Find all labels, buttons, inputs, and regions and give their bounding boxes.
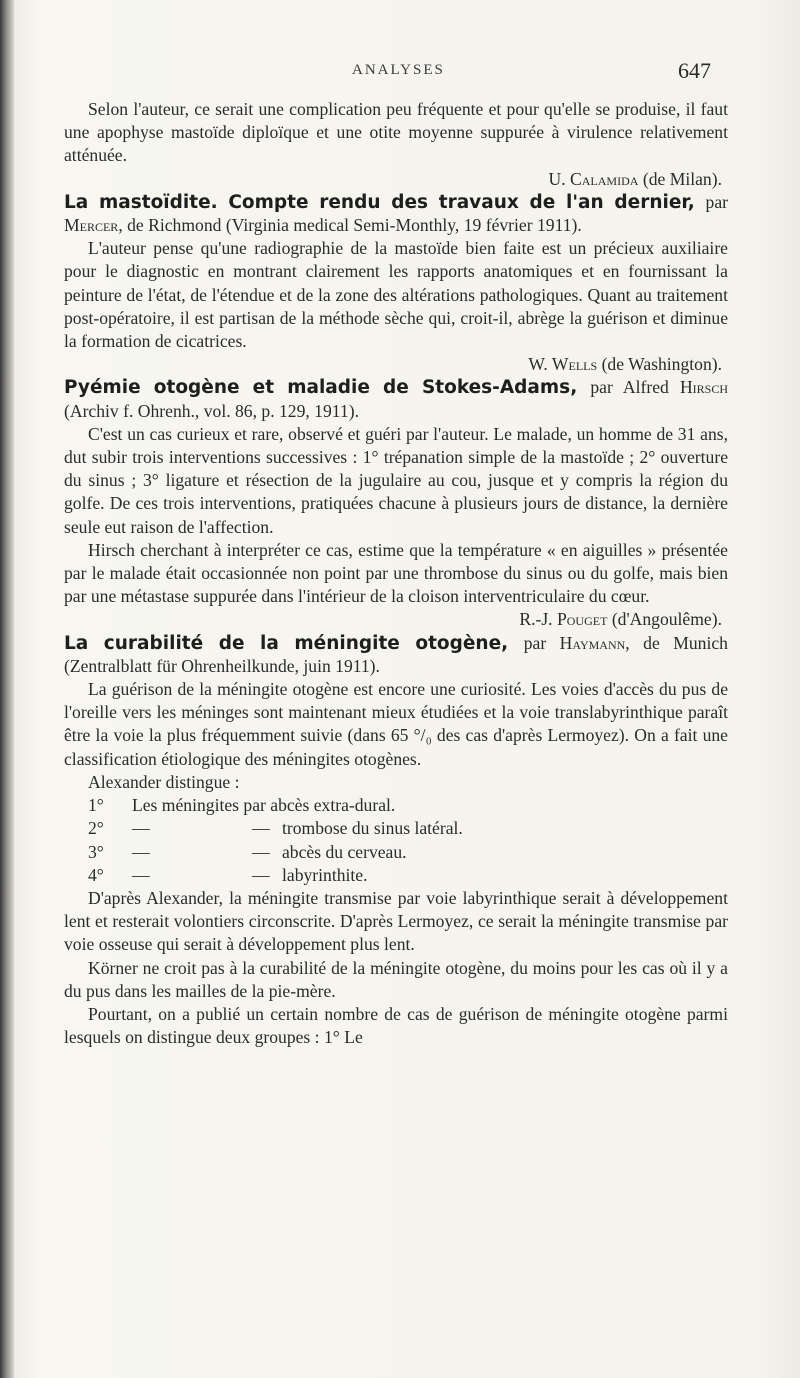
article-reference: , de Richmond (Virginia medical Semi-Monthly, 19 février 1911). bbox=[118, 215, 582, 236]
classification-list bbox=[64, 794, 728, 887]
paragraph: Alexander distingue : bbox=[88, 771, 240, 792]
list-item bbox=[64, 841, 728, 864]
page-header bbox=[0, 58, 800, 88]
signature bbox=[64, 608, 728, 631]
list-text: Les méningites par abcès extra-dural. bbox=[132, 795, 396, 816]
list-item bbox=[64, 864, 728, 887]
paragraph: La guérison de la méningite otogène est encore une curiosité. Les voies d'accès du pus de l'oreille vers les méninges sont maintenant mieux étudiées et la voie translabyrinthique paraît être la voie la plus fréquemment suivie (dans 65 °/₀ des cas d'après Lermoyez). On a fait une classification étiologique des méningites otogènes. bbox=[64, 679, 728, 769]
paragraph: C'est un cas curieux et rare, observé et guéri par l'auteur. Le malade, un homme de 31 ans, dut subir trois interventions successives : 1° trépanation simple de la mastoïde ; 2° ouverture du sinus ; 3° ligature et résection de la jugulaire au cou, jusque et y compris la région du golfe. De ces trois interventions, pratiquées chacune à plusieurs jours de distance, la dernière seule eut raison de l'affection. bbox=[64, 423, 728, 537]
list-text: labyrinthite. bbox=[282, 864, 368, 885]
article-author: Mercer bbox=[64, 215, 119, 236]
ditto-dash: — bbox=[132, 864, 150, 885]
article-title: La mastoïdite. Compte rendu des travaux de l'an dernier, bbox=[64, 191, 695, 213]
paragraph: D'après Alexander, la méningite transmise par voie labyrinthique serait à développement lent et resterait volontiers circonscrite. D'après Lermoyez, ce serait la méningite transmise par voie osseuse qui serait à développement plus lent. bbox=[64, 887, 728, 955]
article-by: par bbox=[705, 191, 728, 212]
signature-place: (de Washington). bbox=[601, 354, 722, 375]
signature-name: U. Calamida bbox=[548, 168, 639, 189]
paragraph: Hirsch cherchant à interpréter ce cas, estime que la température « en aiguilles » présentée par le malade était occasionnée non point par une thrombose du sinus ou du golfe, mais bien par une métastase suppurée dans l'intérieur de la cloison interventriculaire du cœur. bbox=[64, 539, 728, 607]
article-reference: (Archiv f. Ohrenh., vol. 86, p. 129, 1911). bbox=[64, 400, 359, 421]
paragraph: Pourtant, on a publié un certain nombre de cas de guérison de méningite otogène parmi lesquels on distingue deux groupes : 1° Le bbox=[64, 1003, 728, 1048]
ditto-dash: — bbox=[132, 818, 150, 839]
paragraph: L'auteur pense qu'une radiographie de la mastoïde bien faite est un précieux auxiliaire pour le diagnostic en montrant clairement les rapports anatomiques et en fournissant la peinture de l'état, de l'étendue et de la zone des altérations pathologiques. Quant au traitement post-opératoire, il est partisan de la méthode sèche qui, croit-il, abrège la guérison et diminue la formation de cicatrices. bbox=[64, 238, 728, 352]
article-by: par Alfred bbox=[590, 377, 669, 398]
article-heading bbox=[64, 376, 728, 422]
article-title: Pyémie otogène et maladie de Stokes-Adams, bbox=[64, 377, 578, 399]
article-heading bbox=[64, 191, 728, 237]
signature-place: (de Milan). bbox=[642, 168, 722, 189]
page-number: 647 bbox=[678, 58, 711, 83]
article-by: par bbox=[523, 632, 547, 653]
ditto-dash: — bbox=[252, 841, 270, 862]
list-item bbox=[64, 817, 728, 840]
running-title: ANALYSES bbox=[352, 62, 445, 78]
ditto-dash: — bbox=[132, 841, 150, 862]
signature-place: (d'Angoulême). bbox=[611, 609, 722, 630]
signature bbox=[64, 353, 728, 376]
article-reference: , de Munich (Zentralblatt für Ohrenheilkunde, juin 1911). bbox=[64, 632, 728, 676]
article-title: La curabilité de la méningite otogène, bbox=[64, 632, 509, 654]
list-item bbox=[64, 794, 728, 817]
page-binding-edge bbox=[0, 0, 14, 1378]
list-number: 3° bbox=[88, 841, 104, 862]
ditto-dash: — bbox=[252, 818, 270, 839]
paragraph: Selon l'auteur, ce serait une complication peu fréquente et pour qu'elle se produise, il faut une apophyse mastoïde diploïque et une otite moyenne suppurée à virulence relativement atténuée. bbox=[64, 99, 728, 166]
list-text: trombose du sinus latéral. bbox=[282, 818, 463, 839]
signature bbox=[64, 168, 728, 191]
article-heading bbox=[64, 632, 728, 678]
list-number: 2° bbox=[88, 818, 104, 839]
paragraph: Körner ne croit pas à la curabilité de la méningite otogène, du moins pour les cas où il y a du pus dans les mailles de la pie-mère. bbox=[64, 957, 728, 1001]
ditto-dash: — bbox=[252, 864, 270, 885]
article-author: Haymann bbox=[559, 632, 626, 653]
list-text: abcès du cerveau. bbox=[282, 841, 407, 862]
signature-name: W. Wells bbox=[528, 354, 598, 375]
list-number: 4° bbox=[88, 864, 104, 885]
article-author: Hirsch bbox=[679, 377, 728, 398]
page-body bbox=[64, 98, 728, 1049]
list-number: 1° bbox=[88, 795, 104, 816]
signature-name: R.-J. Pouget bbox=[519, 609, 608, 630]
